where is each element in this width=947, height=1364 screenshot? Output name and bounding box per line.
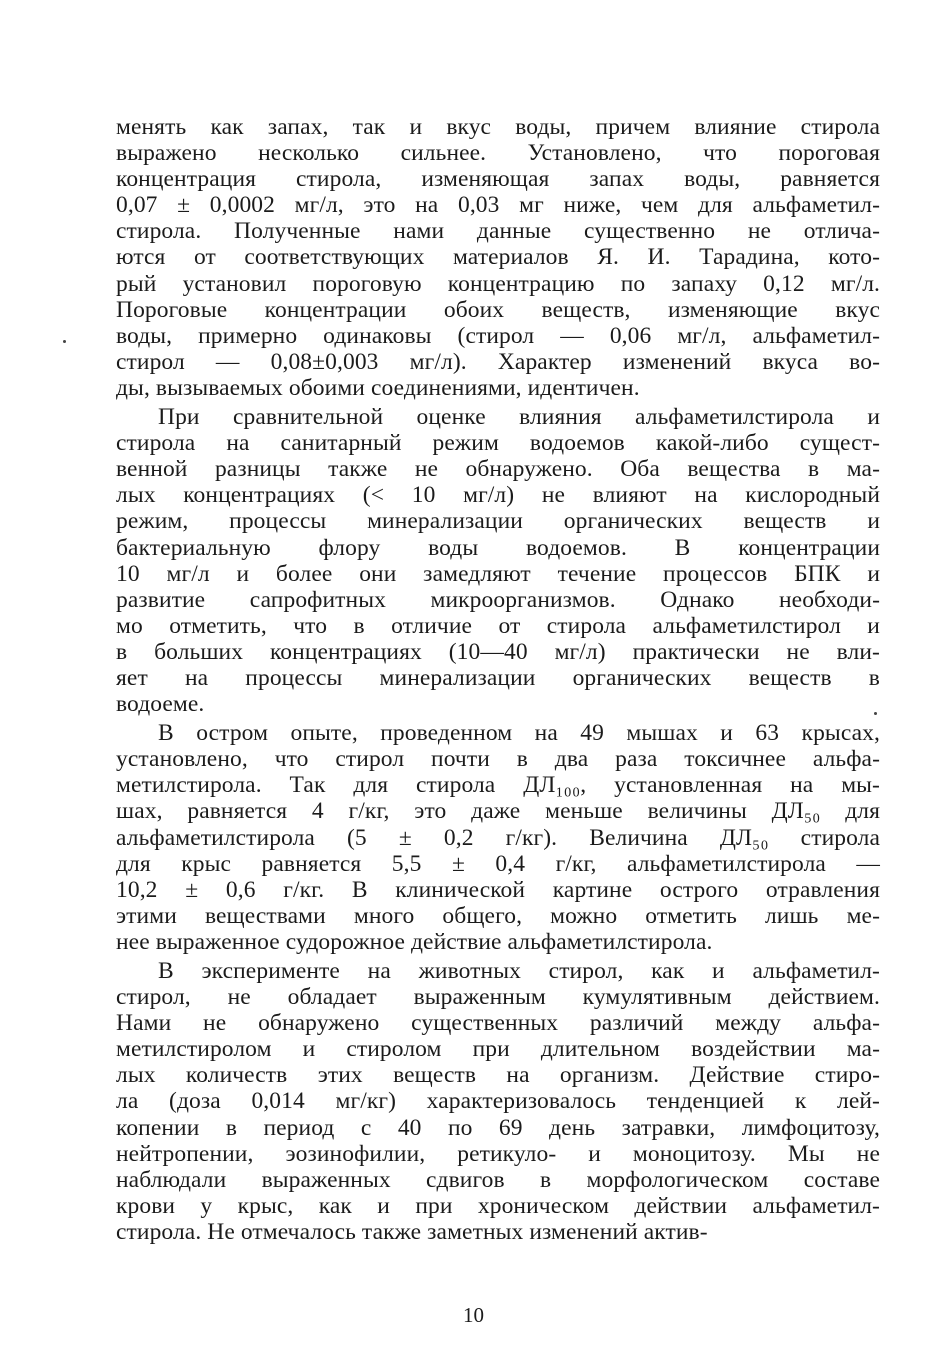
text-line: развитие сапрофитных микроорганизмов. Однако необходи-	[116, 586, 880, 613]
paragraph	[116, 720, 880, 955]
text-line: бактериальную флору воды водоемов. В концентрации	[116, 534, 880, 561]
text-line: стирола на санитарный режим водоемов какой-либо сущест-	[116, 430, 880, 457]
text-line: ды, вызываемых обоими соединениями, идентичен.	[116, 374, 640, 401]
text-line: нее выраженное судорожное действие альфаметилстирола.	[116, 928, 713, 955]
text-line: 0,07 ± 0,0002 мг/л, это на 0,03 мг ниже, чем для альфаметил-	[116, 192, 880, 219]
text-line: водоеме.	[116, 691, 205, 718]
text-line: Пороговые концентрации обоих веществ, изменяющие вкус	[116, 296, 880, 323]
paragraph	[116, 114, 880, 401]
text-line: лых концентрациях (< 10 мг/л) не влияют на кислородный	[116, 482, 880, 509]
text-line: в больших концентрациях (10—40 мг/л) практически не вли-	[116, 638, 880, 665]
text-line: яет на процессы минерализации органических веществ в	[116, 664, 880, 691]
text-line: лых количеств этих веществ на организм. Действие стиро-	[116, 1062, 880, 1089]
text-line: рый установил пороговую концентрацию по запаху 0,12 мг/л.	[116, 270, 880, 297]
text-line: воды, примерно одинаковы (стирол — 0,06 мг/л, альфаметил-	[116, 322, 880, 349]
text-line: выражено несколько сильнее. Установлено, что пороговая	[116, 140, 880, 167]
text-line: ются от соответствующих материалов Я. И. Тарадина, кото-	[116, 244, 880, 271]
text-line: этими веществами много общего, можно отметить лишь ме-	[116, 902, 880, 929]
text-line: венной разницы также не обнаружено. Оба вещества в ма-	[116, 456, 880, 483]
text-line: 10 мг/л и более они замедляют течение процессов БПК и	[116, 560, 880, 587]
text-line: метилстирола. Так для стирола ДЛ₁₀₀, установленная на мы-	[116, 772, 880, 799]
text-line: В эксперименте на животных стирол, как и альфаметил-	[158, 958, 880, 984]
text-line: При сравнительной оценке влияния альфаметилстирола и	[158, 404, 880, 431]
text-line: режим, процессы минерализации органических веществ и	[116, 508, 880, 535]
text-line: ла (доза 0,014 мг/кг) характеризовалось тенденцией к лей-	[116, 1088, 880, 1115]
text-line: метилстиролом и стиролом при длительном воздействии ма-	[116, 1036, 880, 1063]
text-line: копении в период с 40 по 69 день затравки, лимфоцитозу,	[116, 1114, 880, 1141]
paragraph	[116, 404, 880, 717]
text-line: нейтропении, эозинофилии, ретикуло- и моноцитозу. Мы не	[116, 1140, 880, 1167]
page-number: 10	[463, 1303, 484, 1327]
body-text	[116, 114, 880, 1245]
text-line: 10,2 ± 0,6 г/кг. В клинической картине острого отравления	[116, 876, 880, 903]
text-line: В остром опыте, проведенном на 49 мышах и 63 крысах,	[158, 720, 880, 747]
text-line: Нами не обнаружено существенных различий между альфа-	[116, 1010, 880, 1037]
text-line: стирол — 0,08±0,003 мг/л). Характер изменений вкуса во-	[116, 348, 880, 375]
text-line: крови у крыс, как и при хроническом действии альфаметил-	[116, 1192, 880, 1219]
text-line: установлено, что стирол почти в два раза токсичнее альфа-	[116, 746, 880, 773]
print-speck	[874, 712, 877, 715]
text-line: стирол, не обладает выраженным кумулятивным действием.	[116, 984, 880, 1011]
text-line: концентрация стирола, изменяющая запах воды, равняется	[116, 166, 880, 193]
text-line: шах, равняется 4 г/кг, это даже меньше величины ДЛ₅₀ для	[116, 798, 880, 825]
paragraph	[116, 958, 880, 1245]
text-line: мо отметить, что в отличие от стирола альфаметилстирол и	[116, 612, 880, 639]
text-line: альфаметилстирола (5 ± 0,2 г/кг). Величина ДЛ₅₀ стирола	[116, 824, 880, 851]
print-speck	[63, 340, 66, 343]
text-line: наблюдали выраженных сдвигов в морфологическом составе	[116, 1166, 880, 1193]
text-line: стирола. Не отмечалось также заметных изменений актив-	[116, 1218, 708, 1245]
text-line: менять как запах, так и вкус воды, причем влияние стирола	[116, 114, 880, 140]
text-line: для крыс равняется 5,5 ± 0,4 г/кг, альфаметилстирола —	[116, 850, 880, 877]
text-line: стирола. Полученные нами данные существенно не отлича-	[116, 218, 880, 245]
